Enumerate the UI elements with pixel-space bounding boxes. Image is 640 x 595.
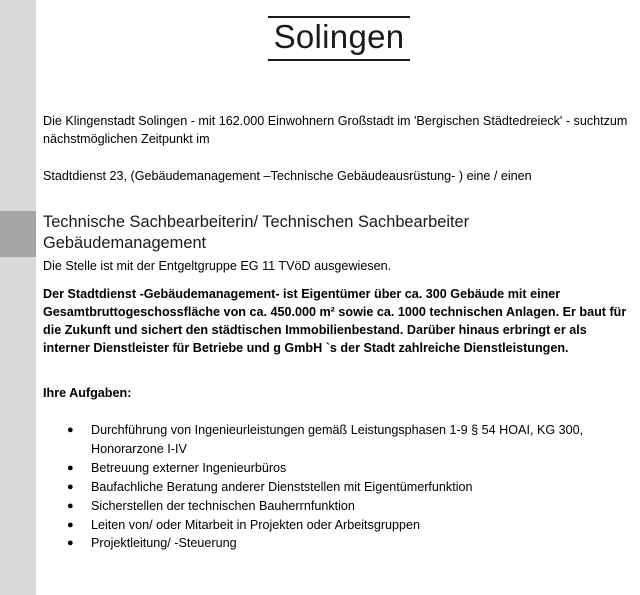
task-text: Leiten von/ oder Mitarbeit in Projekten oder Arbeitsgruppen [91,517,421,532]
task-text: Baufachliche Beratung anderer Dienststellen mit Eigentümerfunktion [91,479,473,494]
bullet-icon: ● [67,480,74,493]
pay-grade: Die Stelle ist mit der Entgeltgruppe EG 11 TVöD ausgewiesen. [43,259,392,273]
logo-text: Solingen [273,18,405,55]
list-item [43,459,635,478]
tasks-list [43,421,635,553]
left-margin-strip [0,0,36,595]
logo-bottom-line [268,59,410,61]
list-item [43,478,635,497]
bullet-icon: ● [67,518,74,531]
description-paragraph: Der Stadtdienst -Gebäudemanagement- ist Eigentümer über ca. 300 Gebäude mit einer Gesamtbruttogeschossfläche von ca. 450.000 m² sowie ca. 1000 technischen Anlagen. Er baut für die Zukunft und sichert den städtischen Immobilienbestand. Darüber hinaus erbringt er als interner Dienstleister für Betriebe und g GmbH `s der Stadt zahlreiche Dienstleistungen. [43,287,627,355]
list-item [43,497,635,516]
job-title-line-2: Gebäudemanagement [43,234,207,252]
bullet-icon: ● [67,499,74,512]
tasks-heading: Ihre Aufgaben: [43,386,132,400]
job-title [43,212,635,254]
bullet-icon: ● [67,461,74,474]
task-text: Betreuung externer Ingenieurbüros [91,460,287,475]
bullet-icon: ● [67,537,74,550]
margin-marker [0,211,36,257]
task-text: Sicherstellen der technischen Bauherrnfunktion [91,498,355,513]
task-text: Durchführung von Ingenieurleistungen gemäß Leistungsphasen 1-9 § 54 HOAI, KG 300, Honorarzone I-IV [91,423,584,456]
intro-paragraph: Die Klingenstadt Solingen - mit 162.000 Einwohnern Großstadt im 'Bergischen Städtedreieck' - suchtzum nächstmöglichen Zeitpunkt im [43,114,628,146]
solingen-logo [266,13,412,63]
list-item [43,421,635,459]
task-text: Projektleitung/ -Steuerung [91,536,237,551]
job-title-line-1: Technische Sachbearbeiterin/ Technischen Sachbearbeiter [43,213,470,231]
list-item [43,516,635,535]
department-line: Stadtdienst 23, (Gebäudemanagement –Technische Gebäudeausrüstung- ) eine / einen [43,169,532,183]
bullet-icon: ● [67,424,74,436]
list-item [43,534,635,553]
